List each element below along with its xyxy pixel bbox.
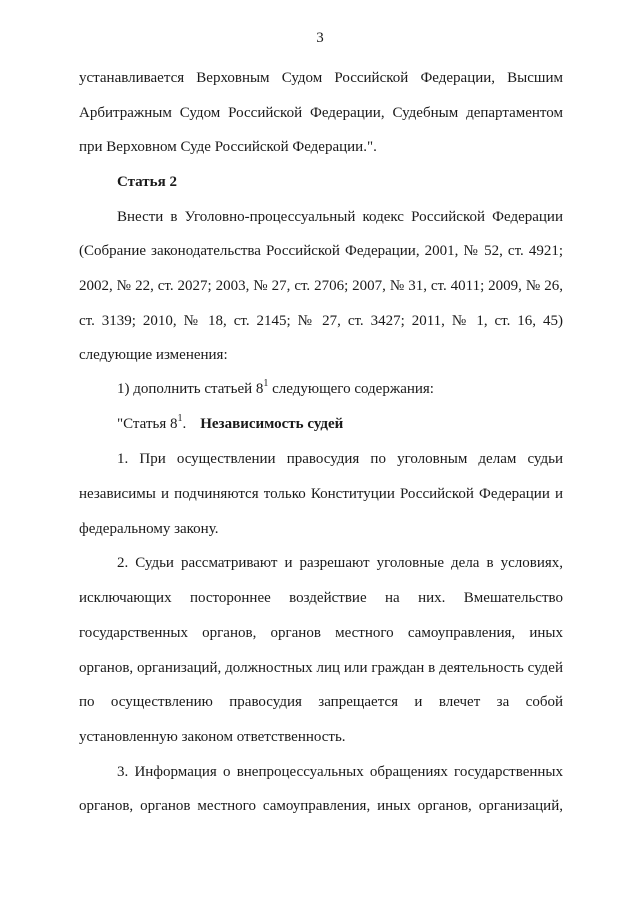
text-line: 2002, № 22, ст. 2027; 2003, № 27, ст. 2706; 2007, № 31, ст. 4011; 2009, № 26, <box>79 278 563 294</box>
text-line: органов, организаций, должностных лиц или граждан в деятельность судей <box>79 660 563 676</box>
text-line: исключающих постороннее воздействие на них. Вмешательство <box>79 590 563 606</box>
text-line: независимы и подчиняются только Конституции Российской Федерации и <box>79 486 563 502</box>
text-line: Арбитражным Судом Российской Федерации, Судебным департаментом <box>79 105 563 121</box>
text-line: установленную законом ответственность. <box>79 729 346 745</box>
page-number: 3 <box>316 30 324 46</box>
text-line: устанавливается Верховным Судом Российской Федерации, Высшим <box>79 70 563 86</box>
text-line: при Верховном Суде Российской Федерации.". <box>79 139 377 155</box>
text-line: федеральному закону. <box>79 521 219 537</box>
text-line: (Собрание законодательства Российской Федерации, 2001, № 52, ст. 4921; <box>79 243 563 259</box>
list-item: 1) дополнить статьей $8^1$ следующего содержания: <box>117 378 434 397</box>
text-line: Внести в Уголовно-процессуальный кодекс Российской Федерации <box>117 209 563 225</box>
text-line: по осуществлению правосудия запрещается и влечет за собой <box>79 694 563 710</box>
article-title: "Статья $8^1$. Независимость судей <box>117 413 344 432</box>
text-line: 2. Судьи рассматривают и разрешают уголовные дела в условиях, <box>117 555 563 571</box>
text-line: государственных органов, органов местного самоуправления, иных <box>79 625 563 641</box>
text-line: органов, органов местного самоуправления, иных органов, организаций, <box>79 798 563 814</box>
article-heading: Статья 2 <box>117 174 177 190</box>
text-line: следующие изменения: <box>79 347 228 363</box>
text-line: 1. При осуществлении правосудия по уголовным делам судьи <box>117 451 563 467</box>
text-line: ст. 3139; 2010, № 18, ст. 2145; № 27, ст. 3427; 2011, № 1, ст. 16, 45) <box>79 313 563 329</box>
text-line: 3. Информация о внепроцессуальных обращениях государственных <box>117 764 563 780</box>
